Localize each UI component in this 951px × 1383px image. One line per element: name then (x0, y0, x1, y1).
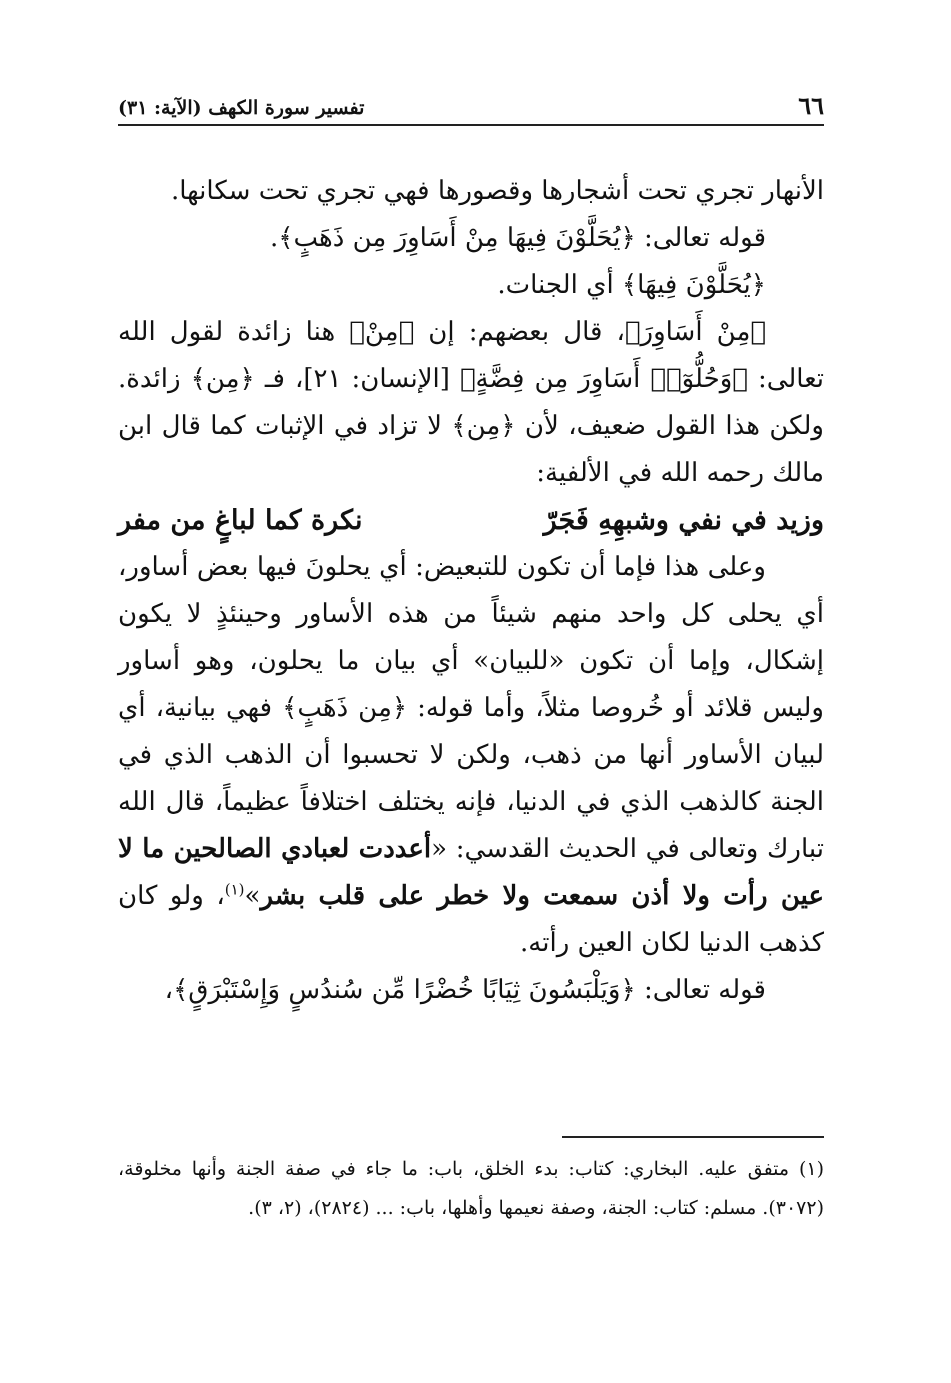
hadith-text: أعددت لعبادي الصالحين ما لا عين رأت ولا أذن سمعت ولا خطر على قلب بشر (118, 834, 824, 911)
verse-second-hemistich: نكرة كما لباغٍ من مفر (118, 505, 363, 536)
paragraph-text: ، ولو كان كذهب الدنيا لكان العين رأته. (118, 881, 824, 958)
verse-citation: قوله تعالى: ﴿وَيَلْبَسُونَ ثِيَابًا خُضْرًا مِّن سُندُسٍ وَإِسْتَبْرَقٍ﴾، (164, 975, 766, 1005)
footnote-divider (562, 1136, 824, 1138)
paragraph: الأنهار تجري تحت أشجارها وقصورها فهي تجري تحت سكانها. (170, 176, 824, 206)
page-header (118, 82, 824, 126)
book-page (118, 82, 824, 1342)
paragraph-with-hadith (118, 544, 824, 967)
footnote-reference[interactable]: (١) (224, 880, 245, 899)
verse-citation: قوله تعالى: ﴿يُحَلَّوْنَ فِيهَا مِنْ أَسَاوِرَ مِن ذَهَبٍ﴾. (270, 223, 766, 253)
paragraph-text: وعلى هذا فإما أن تكون للتبعيض: أي يحلونَ فيها بعض أساور، أي يحلى كل واحد منهم شيئاً من هذه الأساور وحينئذٍ لا يكون إشكال، وإما أن تكون «للبيان» أي بيان ما يحلون، وهو أساور وليس قلائد أو خُروصا مثلاً، وأما قوله: ﴿مِن ذَهَبٍ﴾ فهي بيانية، أي لبيان الأساور أنها من ذهب، ولكن لا تحسبوا أن الذهب الذي في الجنة كالذهب الذي في الدنيا، فإنه يختلف اختلافاً عظيماً، قال الله تبارك وتعالى في الحديث القدسي: « (118, 552, 824, 864)
verse-first-hemistich: وزيد في نفي وشبهِهِ فَجَرّ (543, 505, 824, 536)
quote-close: » (244, 881, 261, 911)
paragraph: ﴿مِنْ أَسَاوِرَ﴾، قال بعضهم: إن ﴿مِنْ﴾ هنا زائدة لقول الله تعالى: ﴿وَحُلُّوٓا۟ أَسَاوِرَ مِن فِضَّةٍ﴾ [الإنسان: ٢١]، فـ ﴿مِن﴾ زائدة. ولكن هذا القول ضعيف، لأن ﴿مِن﴾ لا تزاد في الإثبات كما قال ابن مالك رحمه الله في الألفية: (118, 317, 824, 488)
footnotes (118, 1150, 824, 1228)
poetry-verse (118, 497, 824, 544)
running-title: تفسير سورة الكهف (الآية: ٣١) (118, 97, 365, 119)
page-number: ٦٦ (798, 91, 824, 120)
footnote-item: (١) متفق عليه. البخاري: كتاب: بدء الخلق، باب: ما جاء في صفة الجنة وأنها مخلوقة، (٣٠٧٢). مسلم: كتاب: الجنة، وصفة نعيمها وأهلها، باب: ... (٢٨٢٤)، (٢، ٣). (118, 1158, 824, 1219)
main-text (118, 168, 824, 1014)
verse-explanation: ﴿يُحَلَّوْنَ فِيهَا﴾ أي الجنات. (497, 270, 766, 300)
